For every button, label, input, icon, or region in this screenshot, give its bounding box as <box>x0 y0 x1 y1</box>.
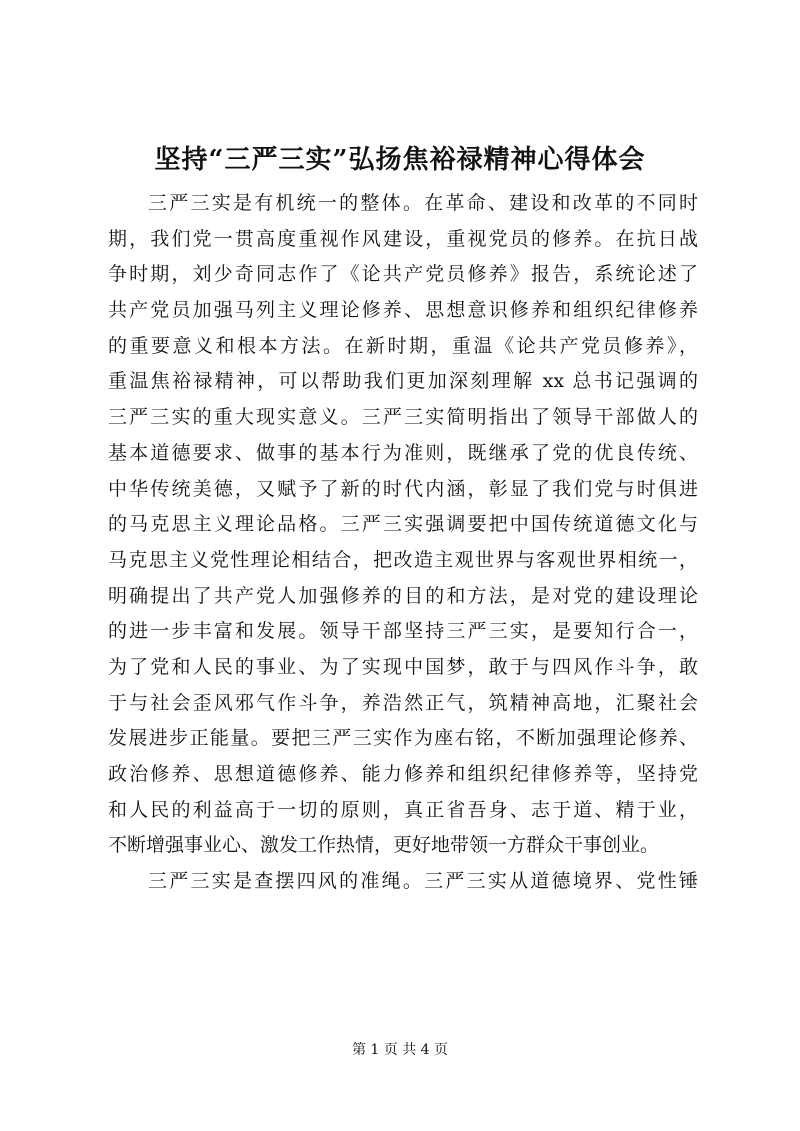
paragraph-1-line-3: 争时期，刘少奇同志作了《论共产党员修养》报告，系统论述了 <box>108 263 698 286</box>
document-body <box>108 186 698 900</box>
paragraph-1-line-5: 的重要意义和根本方法。在新时期，重温《论共产党员修养》， <box>108 334 698 357</box>
paragraph-1-line-17: 政治修养、思想道德修养、能力修养和组织纪律修养等，坚持党 <box>108 763 698 785</box>
paragraph-1-line-2: 期，我们党一贯高度重视作风建设，重视党员的修养。在抗日战 <box>108 227 698 250</box>
paragraph-1-line-10: 的马克思主义理论品格。三严三实强调要把中国传统道德文化与 <box>108 513 698 536</box>
paragraph-2-line-1: 三严三实是查摆四风的准绳。三严三实从道德境界、党性锤 <box>148 870 698 893</box>
paragraph-1-line-19: 不断增强事业心、激发工作热情，更好地带领一方群众干事创业。 <box>108 834 660 857</box>
paragraph-1-line-13: 的进一步丰富和发展。领导干部坚持三严三实，是要知行合一， <box>108 620 698 643</box>
paragraph-1-line-7: 三严三实的重大现实意义。三严三实简明指出了领导干部做人的 <box>108 406 698 429</box>
paragraph-1-line-11: 马克思主义党性理论相结合，把改造主观世界与客观世界相统一， <box>108 548 698 571</box>
paragraph-1-line-16: 发展进步正能量。要把三严三实作为座右铭，不断加强理论修养、 <box>108 727 698 750</box>
paragraph-1-line-6: 重温焦裕禄精神，可以帮助我们更加深刻理解 xx 总书记强调的 <box>108 370 698 393</box>
document-title: 坚持“三严三实”弘扬焦裕禄精神心得体会 <box>154 145 646 175</box>
paragraph-1-line-14: 为了党和人民的事业、为了实现中国梦，敢于与四风作斗争，敢 <box>108 655 698 678</box>
paragraph-1-line-4: 共产党员加强马列主义理论修养、思想意识修养和组织纪律修养 <box>108 299 698 322</box>
paragraph-1-line-18: 和人民的利益高于一切的原则，真正省吾身、志于道、精于业， <box>108 798 698 821</box>
page-footer: 第 1 页 共 4 页 <box>351 1042 449 1058</box>
paragraph-1-line-9: 中华传统美德，又赋予了新的时代内涵，彰显了我们党与时俱进 <box>108 477 698 500</box>
paragraph-1-line-1: 三严三实是有机统一的整体。在革命、建设和改革的不同时 <box>148 192 698 214</box>
paragraph-1-line-15: 于与社会歪风邪气作斗争，养浩然正气，筑精神高地，汇聚社会 <box>108 691 698 714</box>
paragraph-1-line-12: 明确提出了共产党人加强修养的目的和方法，是对党的建设理论 <box>108 584 698 607</box>
paragraph-1-line-8: 基本道德要求、做事的基本行为准则，既继承了党的优良传统、 <box>108 441 698 464</box>
